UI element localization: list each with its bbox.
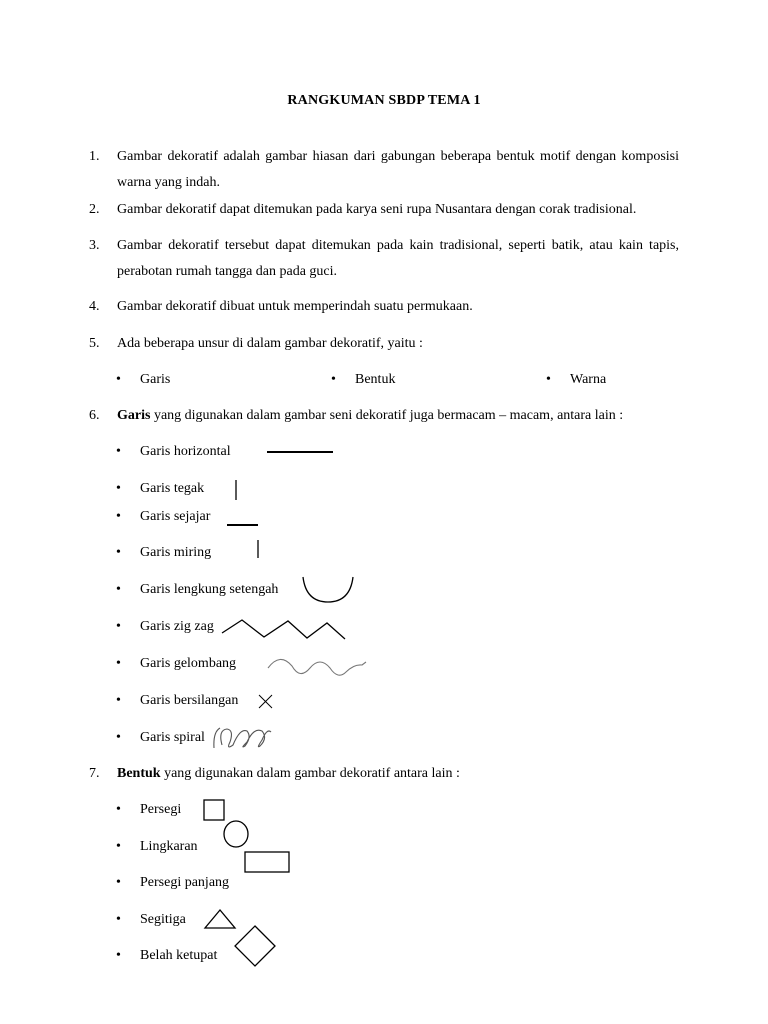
item-bold-term: Garis bbox=[117, 408, 151, 423]
rectangle-shape-icon bbox=[245, 852, 289, 872]
bullet-dot: • bbox=[116, 802, 121, 817]
item-number: 1. bbox=[89, 149, 100, 164]
item-number: 4. bbox=[89, 299, 100, 314]
bullet-label: Segitiga bbox=[140, 912, 186, 927]
bullet-dot: • bbox=[546, 372, 551, 387]
bullet-dot: • bbox=[116, 730, 121, 745]
bullet-dot: • bbox=[116, 444, 121, 459]
bullet-dot: • bbox=[116, 693, 121, 708]
bullet-label: Garis gelombang bbox=[140, 656, 237, 671]
bullet-dot: • bbox=[116, 875, 121, 890]
bullet-label: Warna bbox=[570, 372, 607, 387]
item-text: Ada beberapa unsur di dalam gambar dekoratif, yaitu : bbox=[117, 336, 423, 351]
bullet-dot: • bbox=[116, 545, 121, 560]
bullet-label: Garis bersilangan bbox=[140, 693, 239, 708]
bullet-dot: • bbox=[116, 839, 121, 854]
bullet-dot: • bbox=[116, 509, 121, 524]
bullet-dot: • bbox=[116, 372, 121, 387]
bullet-dot: • bbox=[116, 912, 121, 927]
item-text bbox=[117, 761, 679, 787]
bullet-dot: • bbox=[116, 656, 121, 671]
item-text: Gambar dekoratif dapat ditemukan pada karya seni rupa Nusantara dengan corak tradisional. bbox=[117, 202, 637, 217]
zigzag-line-icon bbox=[222, 620, 345, 639]
bullet-dot: • bbox=[116, 481, 121, 496]
item-number: 5. bbox=[89, 336, 100, 351]
bullet-label: Garis zig zag bbox=[140, 619, 214, 634]
wave-line-icon bbox=[268, 659, 366, 675]
bullet-label: Garis tegak bbox=[140, 481, 205, 496]
cross-line-icon bbox=[259, 695, 272, 708]
bullet-dot: • bbox=[116, 582, 121, 597]
square-shape-icon bbox=[204, 800, 224, 820]
bullet-label: Persegi bbox=[140, 802, 182, 817]
bullet-label: Garis spiral bbox=[140, 730, 205, 745]
item-text-rest: yang digunakan dalam gambar dekoratif antara lain : bbox=[160, 766, 460, 781]
bullet-dot: • bbox=[116, 619, 121, 634]
item-number: 3. bbox=[89, 238, 100, 253]
item-text bbox=[117, 403, 679, 429]
bullet-label: Garis bbox=[140, 372, 171, 387]
diamond-shape-icon bbox=[235, 926, 275, 966]
item-number: 6. bbox=[89, 408, 100, 423]
item-number: 7. bbox=[89, 766, 100, 781]
bullet-label: Lingkaran bbox=[140, 839, 198, 854]
item-text: Gambar dekoratif adalah gambar hiasan dari gabungan beberapa bentuk motif dengan komposisi warna yang indah. bbox=[117, 149, 679, 190]
bullet-dot: • bbox=[331, 372, 336, 387]
triangle-shape-icon bbox=[205, 910, 235, 928]
spiral-line-icon bbox=[214, 728, 271, 748]
item-text: Gambar dekoratif tersebut dapat ditemukan pada kain tradisional, seperti batik, atau kain tapis, perabotan rumah tangga dan pada guci. bbox=[117, 238, 679, 279]
half-curve-icon bbox=[303, 577, 353, 602]
bullet-label: Bentuk bbox=[355, 372, 396, 387]
bullet-dot: • bbox=[116, 948, 121, 963]
circle-shape-icon bbox=[224, 821, 248, 847]
bullet-label: Garis horizontal bbox=[140, 444, 231, 459]
document-title: RANGKUMAN SBDP TEMA 1 bbox=[287, 93, 481, 108]
bullet-label: Persegi panjang bbox=[140, 875, 230, 890]
item-text: Gambar dekoratif dibuat untuk memperindah suatu permukaan. bbox=[117, 299, 473, 314]
bullet-label: Garis lengkung setengah bbox=[140, 582, 279, 597]
item-bold-term: Bentuk bbox=[117, 766, 161, 781]
bullet-label: Garis sejajar bbox=[140, 509, 211, 524]
item-number: 2. bbox=[89, 202, 100, 217]
bullet-label: Garis miring bbox=[140, 545, 212, 560]
item-text-rest: yang digunakan dalam gambar seni dekoratif juga bermacam – macam, antara lain : bbox=[150, 408, 624, 423]
bullet-label: Belah ketupat bbox=[140, 948, 218, 963]
